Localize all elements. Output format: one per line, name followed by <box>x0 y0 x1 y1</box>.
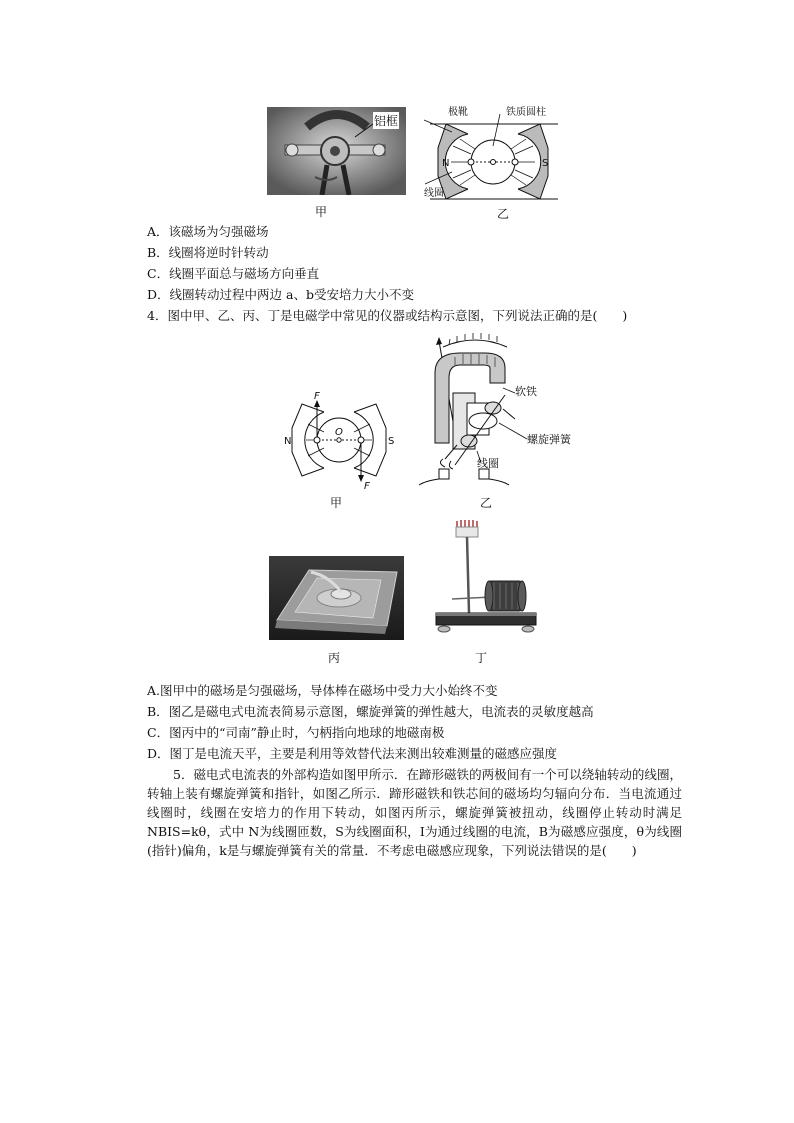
q4-jia-label-n: N <box>284 436 292 447</box>
q4-jia-label-f-top: F <box>314 391 320 402</box>
q3-option-d: D．线圈转动过程中两边 a、b受安培力大小不变 <box>147 287 414 302</box>
q4-yi-label-spring: 螺旋弹簧 <box>527 433 571 446</box>
q4-caption-bing: 丙 <box>328 651 341 665</box>
label-coil: 线圈 <box>424 188 444 199</box>
q5-paragraph: 5．磁电式电流表的外部构造如图甲所示．在蹄形磁铁的两极间有一个可以绕轴转动的线圈，转轴上装有螺旋弹簧和指针，如图乙所示．蹄形磁铁和铁芯间的磁场均匀辐向分布．当电流通过线圈时，线圈在安培力的作用下转动，如图丙所示，螺旋弹簧被扭动，线圈停止转动时满足 NBIS=kθ，式中 N为线圈匝数，S为线圈面积，I为通过线圈的电流，B为磁感应强度，θ为线圈(指针)偏角，k是与螺旋弹簧有关的常量．不考虑电磁感应现象，下列说法错误的是( ) <box>147 767 682 858</box>
caption-yi-top: 乙 <box>497 207 510 221</box>
label-pole-n: N <box>442 158 450 169</box>
q4-figure-ding-photo <box>432 517 542 635</box>
q4-jia-label-o: O <box>335 427 343 438</box>
q4-option-b: B．图乙是磁电式电流表简易示意图，螺旋弹簧的弹性越大，电流表的灵敏度越高 <box>147 704 594 719</box>
label-aluminum-frame: 铝框 <box>374 114 399 128</box>
q4-caption-jia: 甲 <box>330 496 343 510</box>
q4-figure-jia <box>284 390 394 490</box>
label-pole-shoe: 极靴 <box>448 107 468 118</box>
q4-option-c: C．图丙中的“司南”静止时，勺柄指向地球的地磁南极 <box>147 725 445 740</box>
q4-jia-label-f-bottom: F <box>364 481 370 490</box>
q4-yi-label-soft-iron: 软铁 <box>515 385 537 398</box>
q4-yi-label-coil: 线圈 <box>477 457 499 470</box>
label-iron-cylinder: 铁质圆柱 <box>506 107 546 118</box>
figure-jia-photo <box>267 107 406 195</box>
q3-option-b: B．线圈将逆时针转动 <box>147 245 269 260</box>
q4-jia-label-s: S <box>388 436 394 447</box>
q3-option-c: C．线圈平面总与磁场方向垂直 <box>147 266 320 281</box>
q4-option-d: D．图丁是电流天平，主要是利用等效替代法来测出较难测量的磁感应强度 <box>147 746 558 761</box>
q4-caption-yi: 乙 <box>480 496 493 510</box>
q4-option-a: A.图甲中的磁场是匀强磁场，导体棒在磁场中受力大小始终不变 <box>147 683 498 698</box>
caption-jia-top: 甲 <box>315 205 328 219</box>
figure-yi-diagram <box>418 106 568 202</box>
q4-caption-ding: 丁 <box>475 651 488 665</box>
q4-figure-bing-photo <box>269 556 404 640</box>
label-pole-s: S <box>542 158 549 169</box>
q3-option-a: A．该磁场为匀强磁场 <box>147 224 269 239</box>
q4-figure-yi <box>415 333 580 488</box>
q4-stem: 4．图中甲、乙、丙、丁是电磁学中常见的仪器或结构示意图，下列说法正确的是( ) <box>147 308 628 323</box>
